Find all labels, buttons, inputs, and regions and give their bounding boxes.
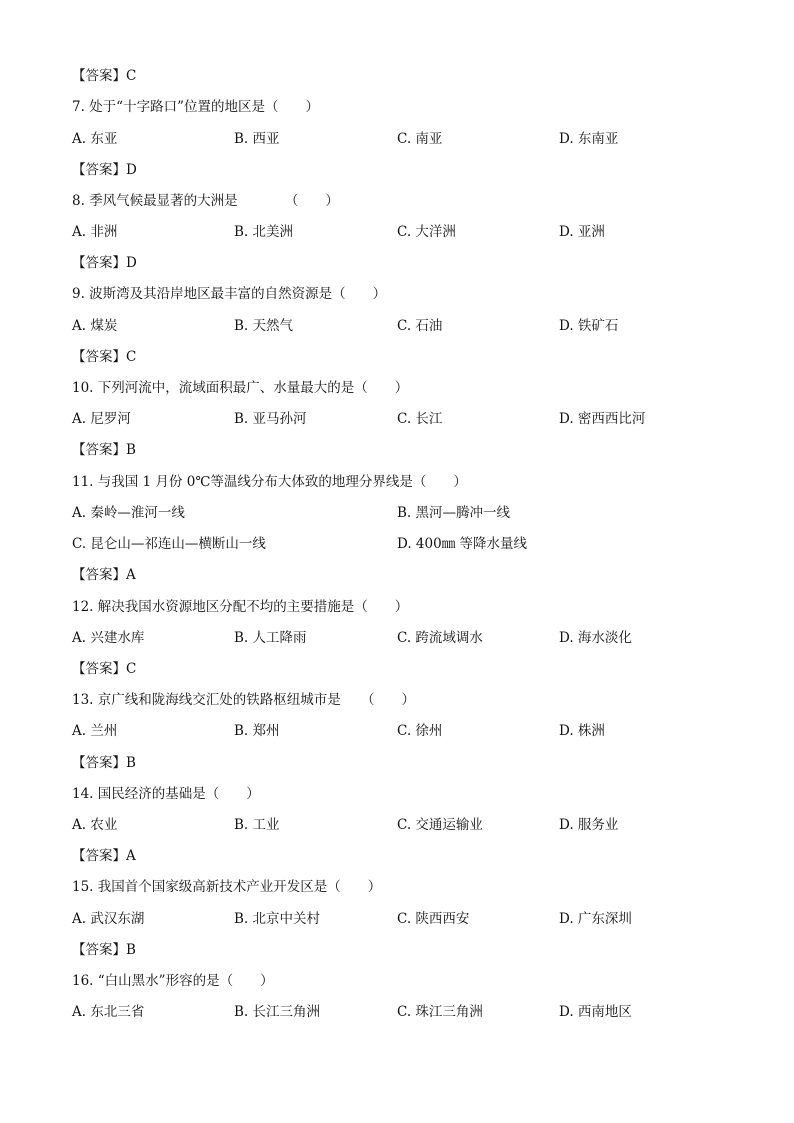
question-15-stem: 15. 我国首个国家级高新技术产业开发区是（ ） — [72, 879, 382, 895]
q10-option-c: C. 长江 — [397, 411, 443, 427]
q14-option-d: D. 服务业 — [559, 817, 619, 833]
question-16-stem: 16. “白山黑水”形容的是（ ） — [72, 973, 274, 989]
q13-option-d: D. 株洲 — [559, 723, 605, 739]
q12-option-d: D. 海水淡化 — [559, 630, 632, 646]
q12-option-c: C. 跨流域调水 — [397, 630, 483, 646]
question-7-stem: 7. 处于“十字路口”位置的地区是（ ） — [72, 99, 319, 115]
q10-option-a: A. 尼罗河 — [72, 411, 131, 427]
q9-option-d: D. 铁矿石 — [559, 318, 619, 334]
q11-option-a: A. 秦岭—淮河一线 — [72, 505, 185, 521]
q7-option-a: A. 东亚 — [72, 131, 118, 147]
q11-option-b: B. 黑河—腾冲一线 — [397, 505, 511, 521]
q8-option-c: C. 大洋洲 — [397, 224, 456, 240]
q16-option-d: D. 西南地区 — [559, 1004, 632, 1020]
q15-option-a: A. 武汉东湖 — [72, 911, 145, 927]
q13-option-a: A. 兰州 — [72, 723, 118, 739]
answer-8: 【答案】D — [72, 255, 137, 271]
answer-10: 【答案】B — [72, 442, 136, 458]
question-14-stem: 14. 国民经济的基础是（ ） — [72, 786, 260, 802]
q12-option-b: B. 人工降雨 — [234, 630, 307, 646]
q16-option-a: A. 东北三省 — [72, 1004, 145, 1020]
q10-option-d: D. 密西西比河 — [559, 411, 646, 427]
q7-option-d: D. 东南亚 — [559, 131, 619, 147]
question-12-stem: 12. 解决我国水资源地区分配不均的主要措施是（ ） — [72, 599, 409, 615]
q15-option-c: C. 陕西西安 — [397, 911, 470, 927]
q9-option-c: C. 石油 — [397, 318, 443, 334]
q7-option-c: C. 南亚 — [397, 131, 443, 147]
q8-option-b: B. 北美洲 — [234, 224, 294, 240]
q12-option-a: A. 兴建水库 — [72, 630, 145, 646]
q16-option-c: C. 珠江三角洲 — [397, 1004, 483, 1020]
q7-option-b: B. 西亚 — [234, 131, 280, 147]
q15-option-d: D. 广东深圳 — [559, 911, 632, 927]
q8-option-d: D. 亚洲 — [559, 224, 605, 240]
q11-option-d: D. 400㎜ 等降水量线 — [397, 536, 527, 552]
q13-option-b: B. 郑州 — [234, 723, 280, 739]
q9-option-a: A. 煤炭 — [72, 318, 118, 334]
q11-option-c: C. 昆仑山—祁连山—横断山一线 — [72, 536, 266, 552]
q14-option-a: A. 农业 — [72, 817, 118, 833]
question-8-stem: 8. 季风气候最显著的大洲是 （ ） — [72, 193, 339, 209]
question-13-stem: 13. 京广线和陇海线交汇处的铁路枢纽城市是 （ ） — [72, 692, 416, 708]
answer-13: 【答案】B — [72, 755, 136, 771]
answer-15: 【答案】B — [72, 942, 136, 958]
answer-7: 【答案】D — [72, 162, 137, 178]
answer-14: 【答案】A — [72, 848, 136, 864]
question-9-stem: 9. 波斯湾及其沿岸地区最丰富的自然资源是（ ） — [72, 286, 387, 302]
answer-11: 【答案】A — [72, 567, 136, 583]
answer-12: 【答案】C — [72, 661, 137, 677]
q8-option-a: A. 非洲 — [72, 224, 118, 240]
question-10-stem: 10. 下列河流中，流域面积最广、水量最大的是（ ） — [72, 380, 409, 396]
answer-9: 【答案】C — [72, 349, 137, 365]
question-11-stem: 11. 与我国 1 月份 0℃等温线分布大体致的地理分界线是（ ） — [72, 474, 467, 490]
q14-option-c: C. 交通运输业 — [397, 817, 483, 833]
q14-option-b: B. 工业 — [234, 817, 280, 833]
q9-option-b: B. 天然气 — [234, 318, 294, 334]
q15-option-b: B. 北京中关村 — [234, 911, 321, 927]
q16-option-b: B. 长江三角洲 — [234, 1004, 321, 1020]
q13-option-c: C. 徐州 — [397, 723, 443, 739]
q10-option-b: B. 亚马孙河 — [234, 411, 307, 427]
answer-6: 【答案】C — [72, 68, 137, 84]
